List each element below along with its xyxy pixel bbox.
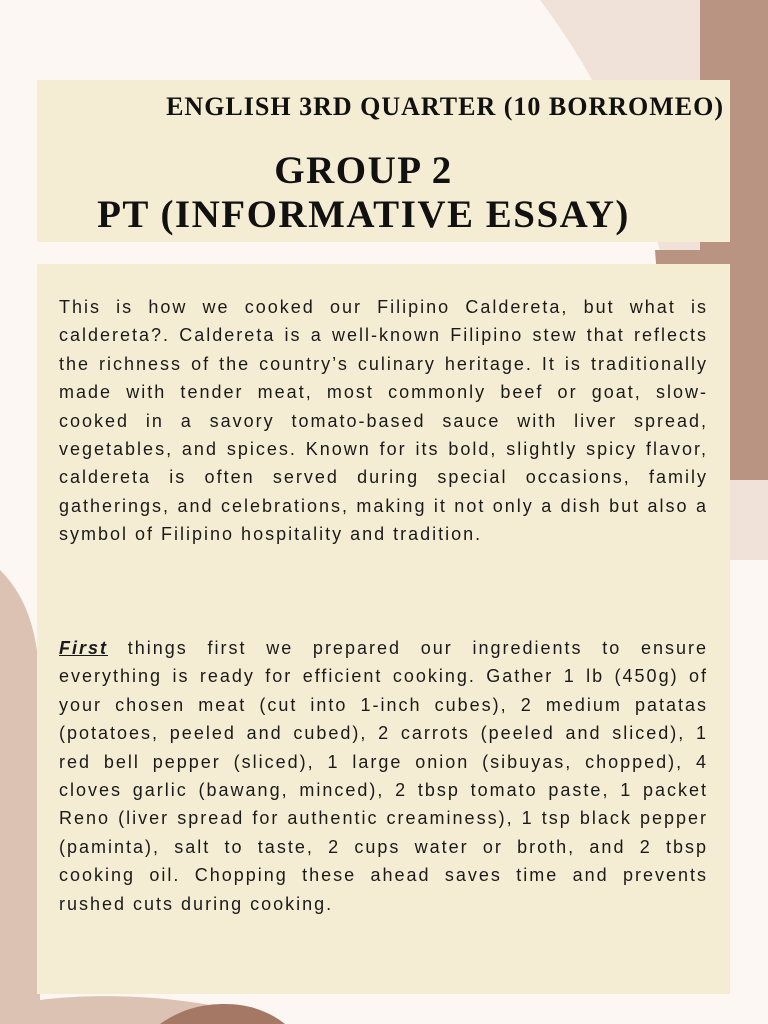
page-title: PT (INFORMATIVE ESSAY) — [97, 193, 630, 236]
essay-paragraph-1: This is how we cooked our Filipino Caldereta, but what is caldereta?. Caldereta is a well-known Filipino stew that reflects the richness of the country’s culinary heritage. It is traditionally made with tender meat, most commonly beef or goat, slow-cooked in a savory tomato-based sauce with liver spread, vegetables, and spices. Known for its bold, slightly spicy flavor, caldereta is often served during special occasions, family gatherings, and celebrations, making it not only a dish but also a symbol of Filipino hospitality and tradition. — [59, 297, 708, 545]
essay-panel — [37, 264, 730, 994]
subtitle: ENGLISH 3RD QUARTER (10 BORROMEO) — [166, 92, 724, 121]
group-title: GROUP 2 — [274, 149, 453, 192]
paragraph-text: things first we prepared our ingredients to ensure everything is ready for efficient cooking. Gather 1 lb (450g) of your chosen meat (cut into 1-inch cubes), 2 medium patatas (potatoes, peeled and cubed), 2 carrots (peeled and sliced), 1 red bell pepper (sliced), 1 large onion (sibuyas, chopped), 4 cloves garlic (bawang, minced), 2 tbsp tomato paste, 1 packet Reno (liver spread for authentic creaminess), 1 tsp black pepper (paminta), salt to taste, 2 cups water or broth, and 2 tbsp cooking oil. Chopping these ahead saves time and prevents rushed cuts during cooking. — [59, 638, 708, 914]
title-panel — [37, 80, 730, 242]
essay-paragraph-2 — [59, 634, 708, 918]
paragraph-lead-word: First — [59, 638, 109, 658]
